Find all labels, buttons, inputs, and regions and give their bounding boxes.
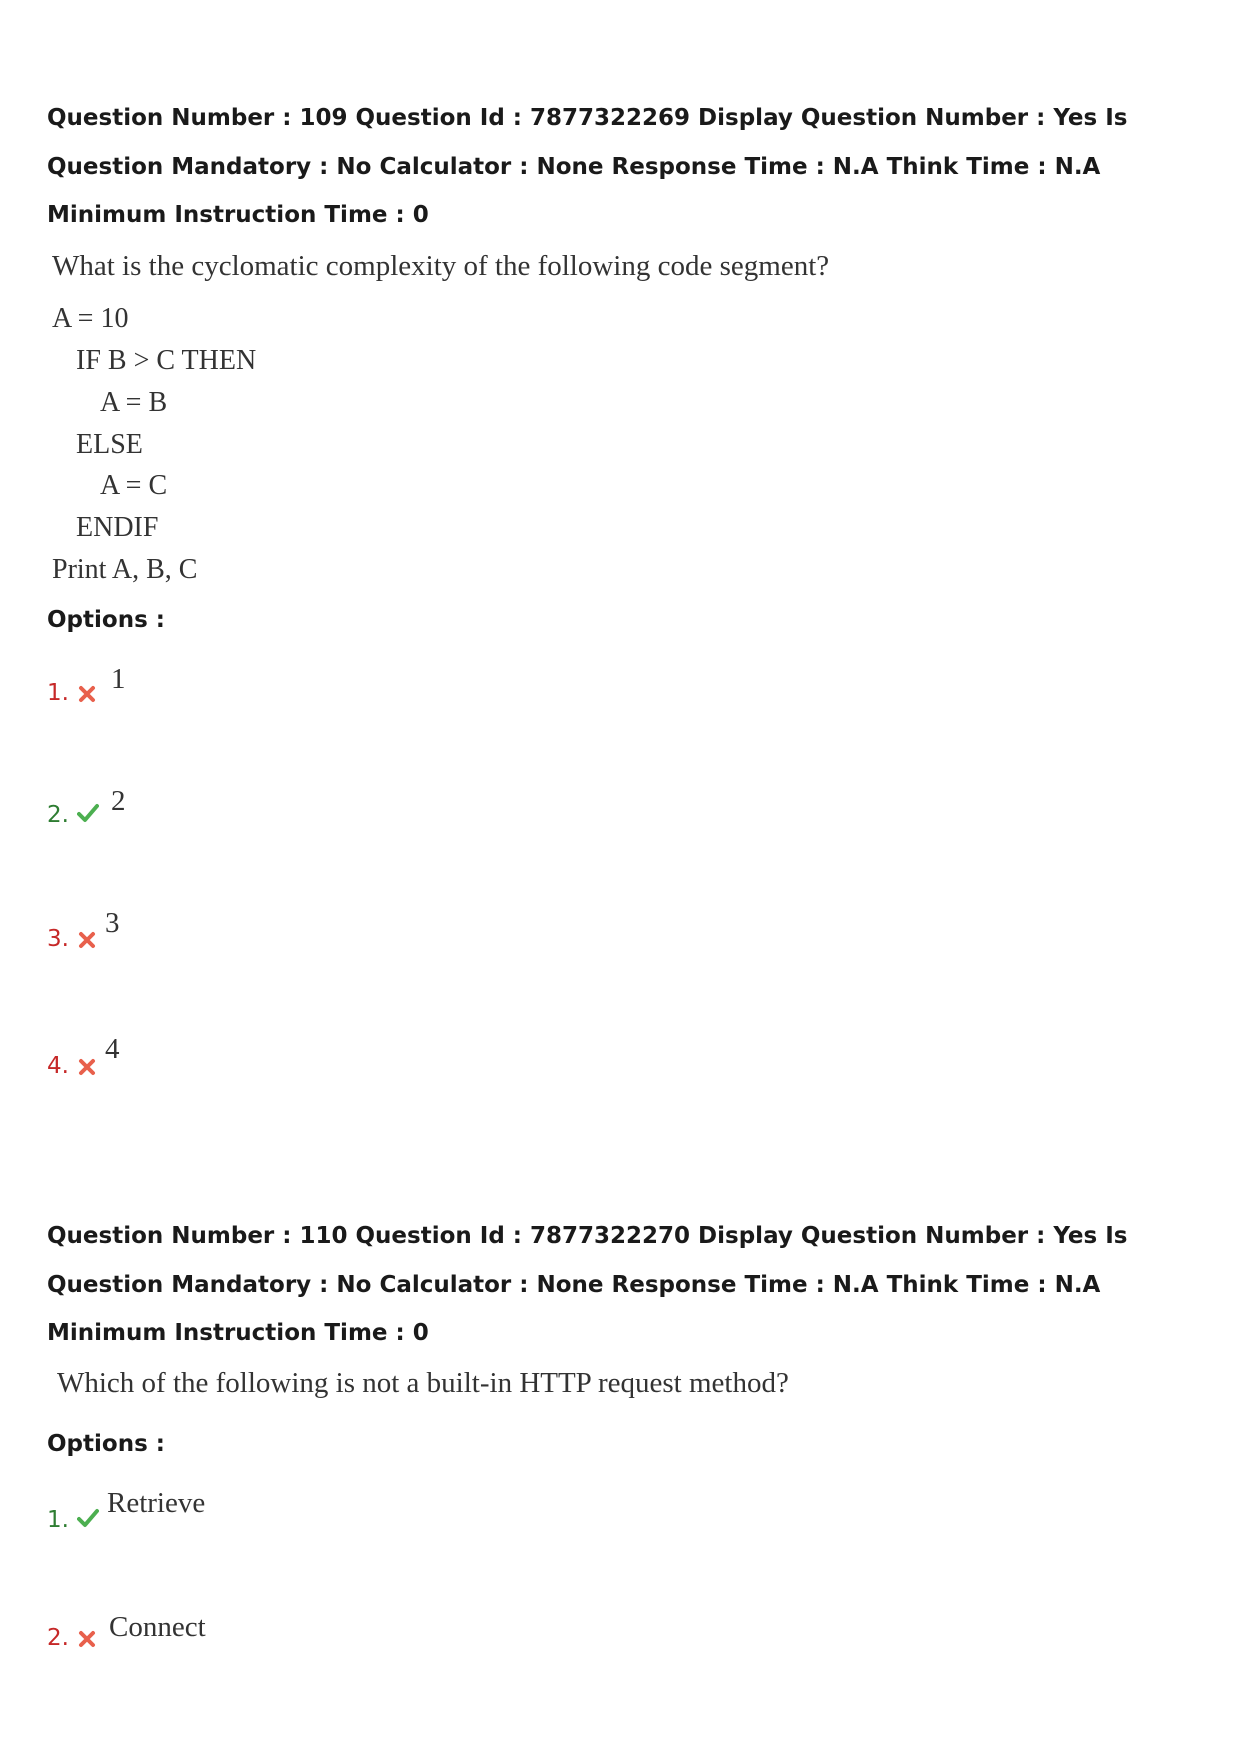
question-110-meta: Question Number : 110 Question Id : 7877322270 Display Question Number : Yes Is Question Mandatory : No Calculator : None Response Time : N.A Think Time : N.A Minimum Instruction Time : 0: [47, 1223, 1128, 1346]
question-110-options-label: Options :: [47, 1431, 165, 1457]
question-109-text: What is the cyclomatic complexity of the following code segment?: [52, 250, 830, 282]
code-line: ENDIF: [76, 512, 159, 543]
option-value: 4: [105, 1033, 120, 1065]
option-number: 3.: [47, 926, 69, 952]
code-line: A = C: [100, 470, 168, 501]
option-value: 2: [111, 785, 126, 817]
option-value: Retrieve: [107, 1487, 206, 1519]
code-line: Print A, B, C: [52, 554, 198, 585]
option-number: 2.: [47, 802, 69, 828]
option-number: 4.: [47, 1053, 69, 1079]
question-109-options-label: Options :: [47, 607, 165, 633]
option-value: 1: [111, 663, 126, 695]
cross-icon: [77, 684, 97, 704]
code-line: A = B: [100, 387, 168, 418]
check-icon: [77, 803, 99, 823]
code-line: IF B > C THEN: [76, 345, 257, 376]
cross-icon: [77, 1057, 97, 1077]
question-110-text: Which of the following is not a built-in HTTP request method?: [57, 1367, 789, 1399]
code-line: A = 10: [52, 303, 129, 334]
check-icon: [77, 1508, 99, 1528]
option-value: 3: [105, 907, 120, 939]
option-number: 2.: [47, 1625, 69, 1651]
option-number: 1.: [47, 680, 69, 706]
code-line: ELSE: [76, 429, 143, 460]
option-value: Connect: [109, 1611, 206, 1643]
option-number: 1.: [47, 1507, 69, 1533]
cross-icon: [77, 1629, 97, 1649]
question-109-meta: Question Number : 109 Question Id : 7877322269 Display Question Number : Yes Is Question Mandatory : No Calculator : None Response Time : N.A Think Time : N.A Minimum Instruction Time : 0: [47, 105, 1128, 228]
cross-icon: [77, 930, 97, 950]
